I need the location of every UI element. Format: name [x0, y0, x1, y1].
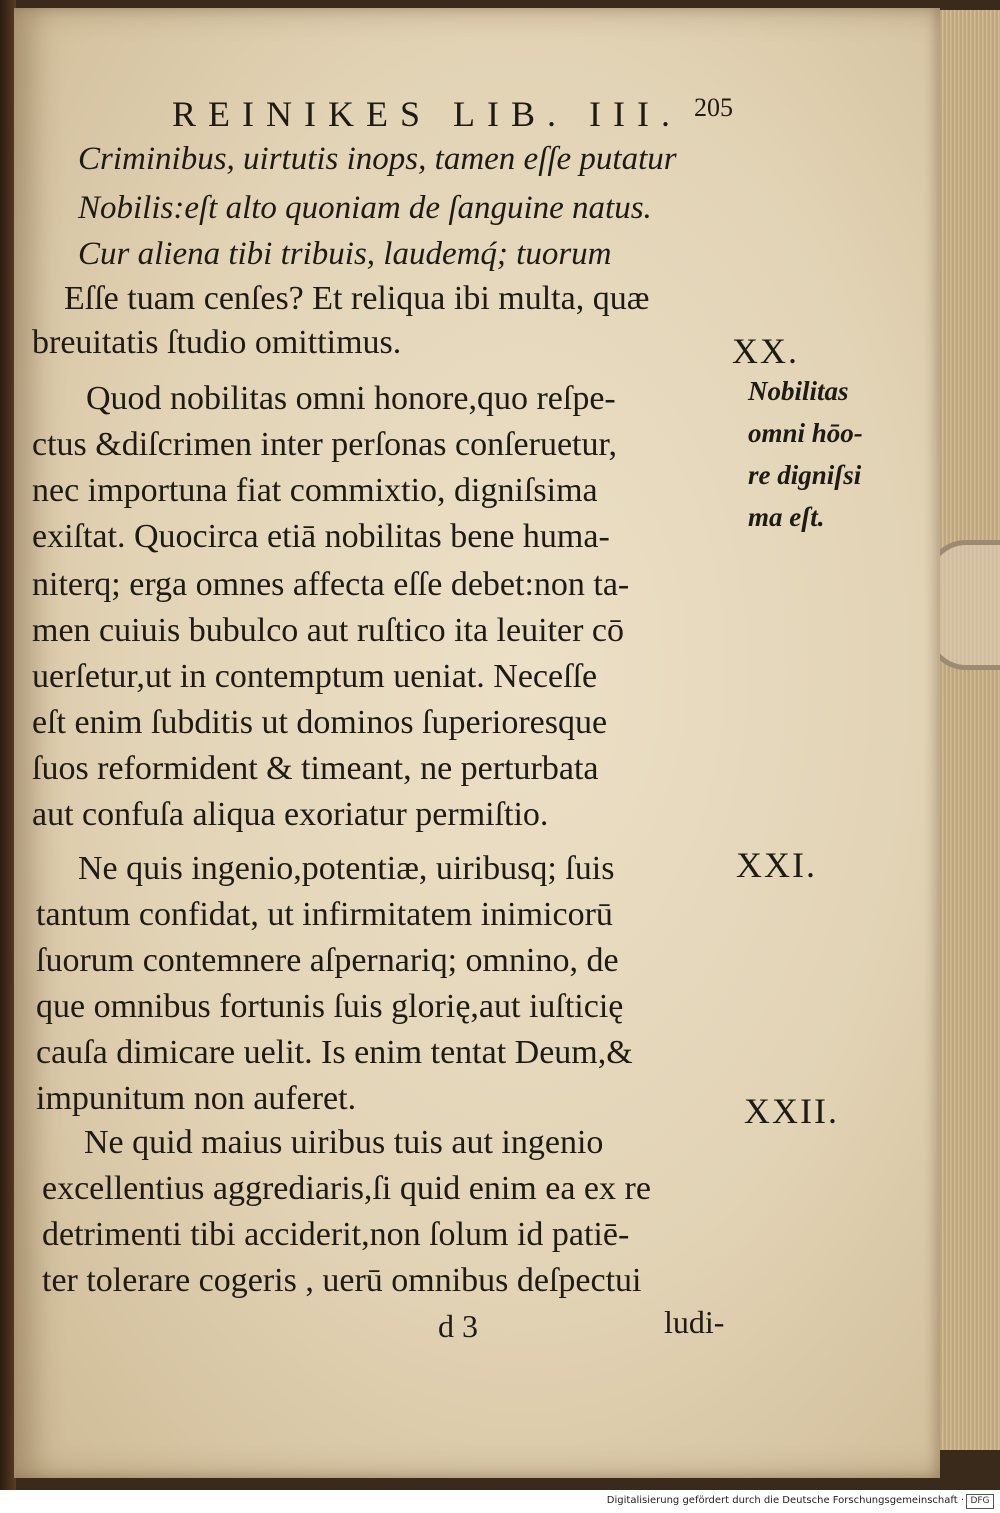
- page-number: 205: [694, 93, 733, 122]
- running-title: REINIKES LIB. III.: [172, 94, 682, 134]
- section-number: XX.: [732, 331, 799, 371]
- text-line: breuitatis ſtudio omittimus.: [32, 324, 402, 361]
- text-line: excellentius aggrediaris,ſi quid enim ea ex re: [42, 1170, 651, 1207]
- margin-note-line: omni hōo-: [748, 418, 863, 448]
- verse-line: Nobilis:eſt alto quoniam de ſanguine natus.: [78, 190, 652, 226]
- text-line: ter tolerare cogeris , uerū omnibus deſpectui: [42, 1262, 642, 1299]
- verse-line: Cur aliena tibi tribuis, laudemq́; tuorum: [78, 236, 612, 272]
- text-line: Ne quis ingenio,potentiæ, uiribusq; ſuis: [78, 850, 615, 887]
- text-line: eſt enim ſubditis ut dominos ſuperioresque: [32, 704, 608, 741]
- text-line: impunitum non auferet.: [36, 1080, 357, 1117]
- margin-note-line: ma eſt.: [748, 502, 825, 532]
- margin-note-line: Nobilitas: [748, 376, 849, 406]
- text-line: uerſetur,ut in contemptum ueniat. Neceſſe: [32, 658, 598, 695]
- section-number: XXI.: [736, 845, 817, 885]
- text-line: Quod nobilitas omni honore,quo reſpe-: [86, 380, 616, 417]
- text-line: tantum confidat, ut infirmitatem inimicorū: [36, 896, 613, 933]
- verse-line: Criminibus, uirtutis inops, tamen eſſe putatur: [78, 141, 677, 177]
- margin-note-line: re digniſsi: [748, 460, 862, 490]
- text-line: ctus &diſcrimen inter perſonas conſeruetur,: [32, 426, 617, 463]
- text-line: niterq; erga omnes affecta eſſe debet:non ta-: [32, 566, 630, 603]
- text-line: aut confuſa aliqua exoriatur permiſtio.: [32, 796, 549, 833]
- section-number: XXII.: [744, 1091, 839, 1131]
- text-line: nec importuna fiat commixtio, digniſsima: [32, 472, 598, 509]
- text-line: detrimenti tibi acciderit,non ſolum id patiē-: [42, 1216, 630, 1253]
- dfg-logo: DFG: [966, 1494, 994, 1509]
- text-line: ſuorum contemnere aſpernariq; omnino, de: [36, 942, 619, 979]
- book-page: [14, 8, 940, 1478]
- text-line: Ne quid maius uiribus tuis aut ingenio: [84, 1124, 604, 1161]
- text-line: Eſſe tuam cenſes? Et reliqua ibi multa, quæ: [64, 280, 650, 317]
- text-line: cauſa dimicare uelit. Is enim tentat Deum,&: [36, 1034, 633, 1071]
- text-line: que omnibus fortunis ſuis glorię,aut iuſticię: [36, 988, 624, 1025]
- text-line: men cuiuis bubulco aut ruſtico ita leuiter cō: [32, 612, 624, 649]
- digitization-credit: Digitalisierung gefördert durch die Deutsche Forschungsgemeinschaft ·: [606, 1495, 964, 1506]
- page-fore-edge: [936, 10, 1000, 1450]
- catchword: ludi-: [664, 1304, 725, 1340]
- signature-mark: d 3: [438, 1308, 478, 1344]
- text-line: exiſtat. Quocirca etiā nobilitas bene huma-: [32, 518, 610, 555]
- text-line: ſuos reformident & timeant, ne perturbata: [32, 750, 599, 787]
